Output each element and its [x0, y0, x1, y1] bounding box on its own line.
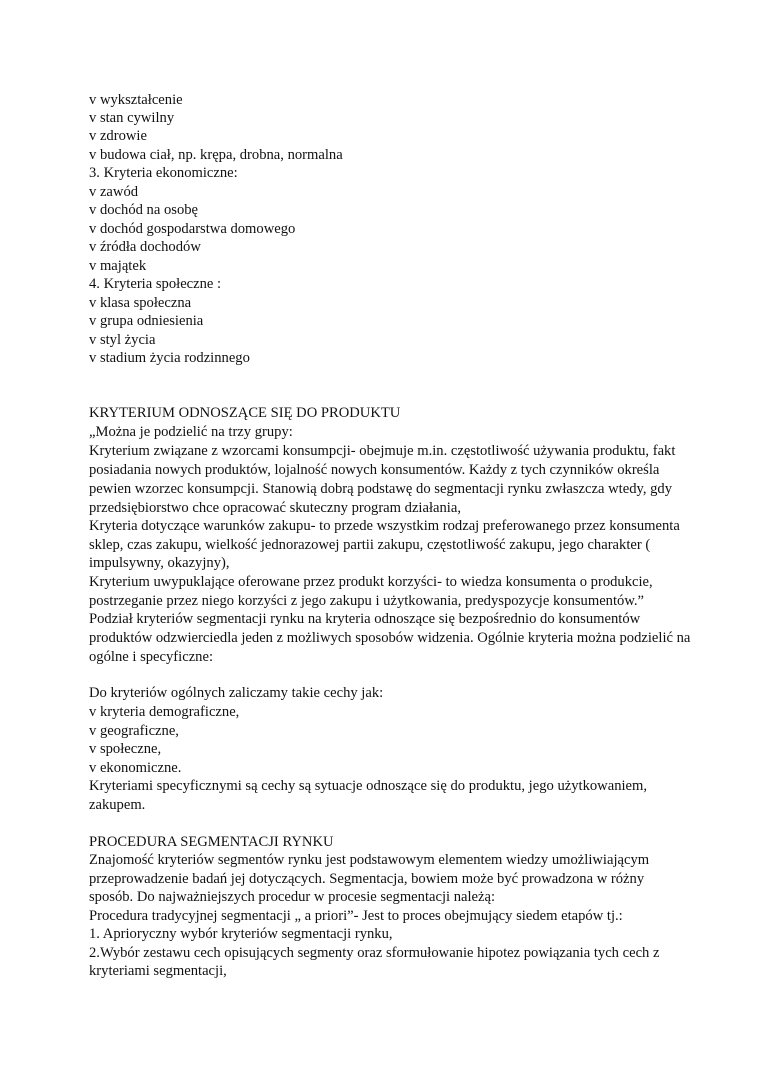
text-line: Procedura tradycyjnej segmentacji „ a priori”- Jest to proces obejmujący siedem etapów tj.: — [89, 908, 623, 924]
text-line: ogólne i specyficzne: — [89, 649, 213, 665]
text-line: v budowa ciał, np. krępa, drobna, normalna — [89, 147, 343, 163]
text-line: Do kryteriów ogólnych zaliczamy takie cechy jak: — [89, 685, 384, 701]
text-line: v społeczne, — [89, 741, 162, 757]
text-line: v grupa odniesienia — [89, 313, 204, 329]
text-line: v źródła dochodów — [89, 239, 201, 255]
text-line: Podział kryteriów segmentacji rynku na kryteria odnoszące się bezpośrednio do konsumentów — [89, 611, 641, 627]
text-line: v ekonomiczne. — [89, 760, 182, 776]
text-line: 4. Kryteria społeczne : — [89, 276, 222, 292]
text-line: produktów odzwierciedla jeden z możliwych sposobów widzenia. Ogólnie kryteria można podzielić na — [89, 630, 691, 646]
text-line: v zdrowie — [89, 128, 147, 144]
text-line: zakupem. — [89, 797, 146, 813]
text-line: v styl życia — [89, 332, 156, 348]
text-line: przedsiębiorstwo chce opracować skuteczny program działania, — [89, 500, 461, 516]
text-line: kryteriami segmentacji, — [89, 963, 227, 979]
text-line: v dochód na osobę — [89, 202, 199, 218]
text-line: pewien wzorzec konsumpcji. Stanowią dobrą podstawę do segmentacji rynku zwłaszcza wtedy, gdy — [89, 481, 673, 497]
text-line: „Można je podzielić na trzy grupy: — [89, 424, 293, 440]
text-line: 2.Wybór zestawu cech opisujących segmenty oraz sformułowanie hipotez powiązania tych cech z — [89, 945, 660, 961]
text-line: posiadania nowych produktów, lojalność nowych konsumentów. Każdy z tych czynników określa — [89, 462, 660, 478]
text-line: Kryteria dotyczące warunków zakupu- to przede wszystkim rodzaj preferowanego przez konsumenta — [89, 518, 680, 534]
text-line: sposób. Do najważniejszych procedur w procesie segmentacji należą: — [89, 889, 496, 905]
text-line: v klasa społeczna — [89, 295, 192, 311]
text-line: v majątek — [89, 258, 147, 274]
text-line: 3. Kryteria ekonomiczne: — [89, 165, 238, 181]
text-line: v zawód — [89, 184, 139, 200]
text-line: v wykształcenie — [89, 92, 183, 108]
text-line: przeprowadzenie badań jej dotyczących. Segmentacja, bowiem może być prowadzona w różny — [89, 871, 645, 887]
text-line: impulsywny, okazyjny), — [89, 555, 230, 571]
text-line: Kryterium uwypuklające oferowane przez produkt korzyści- to wiedza konsumenta o produkcie, — [89, 574, 653, 590]
section-heading: PROCEDURA SEGMENTACJI RYNKU — [89, 834, 334, 850]
text-line: Znajomość kryteriów segmentów rynku jest podstawowym elementem wiedzy umożliwiającym — [89, 852, 650, 868]
text-line: 1. Aprioryczny wybór kryteriów segmentacji rynku, — [89, 926, 393, 942]
text-line: postrzeganie przez niego korzyści z jego zakupu i użytkowania, predyspozycje konsumentów.” — [89, 593, 645, 609]
text-line: v dochód gospodarstwa domowego — [89, 221, 296, 237]
text-line: Kryterium związane z wzorcami konsumpcji- obejmuje m.in. częstotliwość używania produktu, fakt — [89, 443, 676, 459]
text-line: v stan cywilny — [89, 110, 175, 126]
text-line: v kryteria demograficzne, — [89, 704, 240, 720]
section-heading: KRYTERIUM ODNOSZĄCE SIĘ DO PRODUKTU — [89, 405, 401, 421]
text-line: Kryteriami specyficznymi są cechy są sytuacje odnoszące się do produktu, jego użytkowaniem, — [89, 778, 648, 794]
text-line: v geograficzne, — [89, 723, 179, 739]
text-line: sklep, czas zakupu, wielkość jednorazowej partii zakupu, częstotliwość zakupu, jego charakter ( — [89, 537, 651, 553]
text-line: v stadium życia rodzinnego — [89, 350, 250, 366]
